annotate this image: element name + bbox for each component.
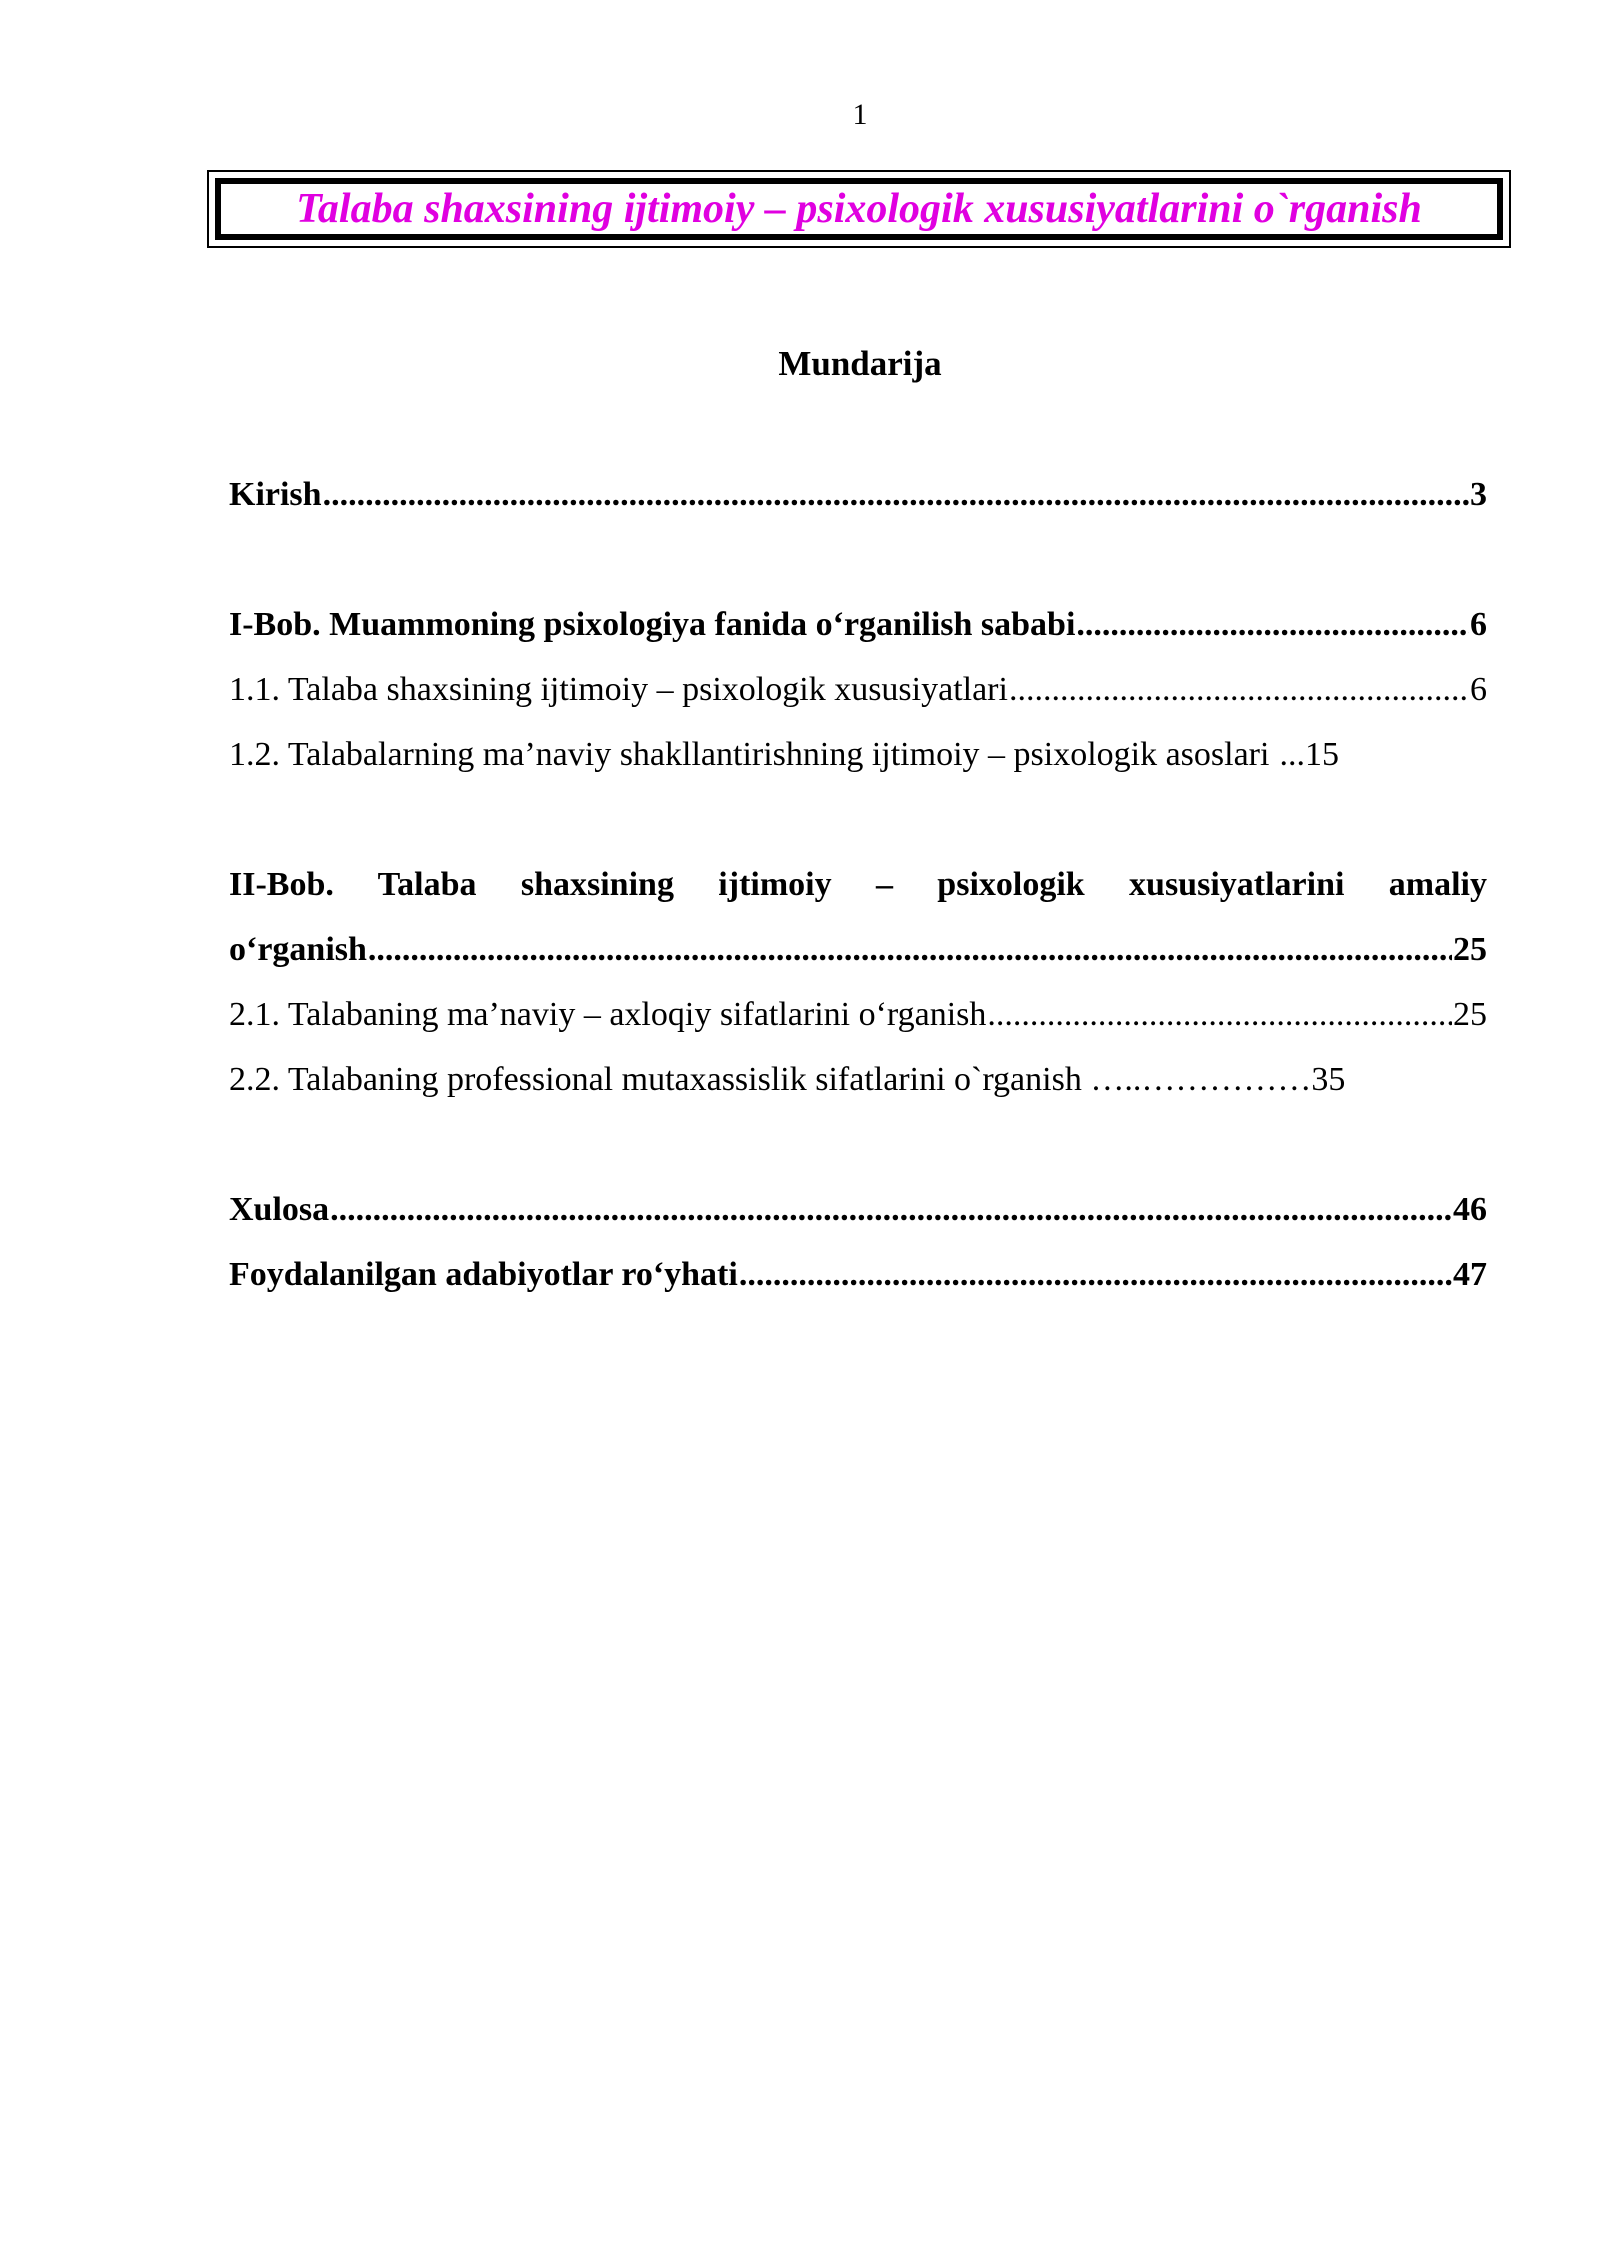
- toc-leader-dots: [330, 1187, 1452, 1233]
- toc-entry-xulosa: [229, 1187, 1487, 1233]
- document-title: Talaba shaxsining ijtimoiy – psixologik xususiyatlarini o`rganish: [296, 186, 1422, 232]
- toc-entry-section-1-2: [229, 732, 1461, 778]
- toc-leader-dots: [1009, 667, 1469, 713]
- toc-heading: Mundarija: [778, 344, 942, 383]
- toc-entry-page: ...15: [1279, 736, 1339, 773]
- toc-entry-label: 1.1. Talaba shaxsining ijtimoiy – psixologik xususiyatlari: [229, 671, 1008, 708]
- toc-entry-label: 2.2. Talabaning professional mutaxassislik sifatlarini o`rganish …..……………: [229, 1061, 1312, 1098]
- page-number: 1: [852, 98, 868, 131]
- toc-entry-bibliography: [229, 1252, 1487, 1298]
- toc-entry-page: 25: [1453, 996, 1487, 1033]
- toc-entry-chapter-1: [229, 602, 1487, 648]
- toc-entry-label: Foydalanilgan adabiyotlar ro‘yhati: [229, 1256, 738, 1293]
- toc-entry-label: 2.1. Talabaning ma’naviy – axloqiy sifatlarini o‘rganish: [229, 996, 987, 1033]
- toc-entry-page: 46: [1453, 1191, 1487, 1228]
- toc-leader-dots: [987, 992, 1452, 1038]
- toc-leader-dots: [368, 927, 1452, 973]
- toc-leader-dots: [323, 472, 1469, 518]
- toc-entry-section-2-1: [229, 992, 1487, 1038]
- toc-entry-label: I-Bob. Muammoning psixologiya fanida o‘rganilish sababi: [229, 606, 1076, 643]
- toc-entry-chapter-2-line1: II-Bob. Talaba shaxsining ijtimoiy – psixologik xususiyatlarini amaliy: [229, 866, 1487, 903]
- toc-entry-label: Kirish: [229, 476, 322, 513]
- toc-leader-dots: [1076, 602, 1469, 648]
- toc-entry-kirish: [229, 472, 1487, 518]
- toc-entry-page: 35: [1311, 1061, 1346, 1098]
- toc-entry-label: o‘rganish: [229, 931, 367, 968]
- toc-entry-label: 1.2. Talabalarning ma’naviy shakllantirishning ijtimoiy – psixologik asoslari: [229, 736, 1270, 773]
- title-frame-inner: [215, 178, 1503, 240]
- toc-entry-section-1-1: [229, 667, 1487, 713]
- toc-entry-page: 6: [1470, 671, 1487, 708]
- toc-entry-label: Xulosa: [229, 1191, 330, 1228]
- toc-entry-chapter-2: [229, 927, 1487, 973]
- toc-entry-page: 6: [1470, 606, 1487, 643]
- toc-entry-section-2-2: [229, 1057, 1487, 1103]
- toc-entry-page: 25: [1453, 931, 1487, 968]
- title-frame: [207, 170, 1511, 248]
- toc-leader-dots: [739, 1252, 1452, 1298]
- toc-entry-page: 47: [1453, 1256, 1487, 1293]
- toc-entry-page: 3: [1470, 476, 1487, 513]
